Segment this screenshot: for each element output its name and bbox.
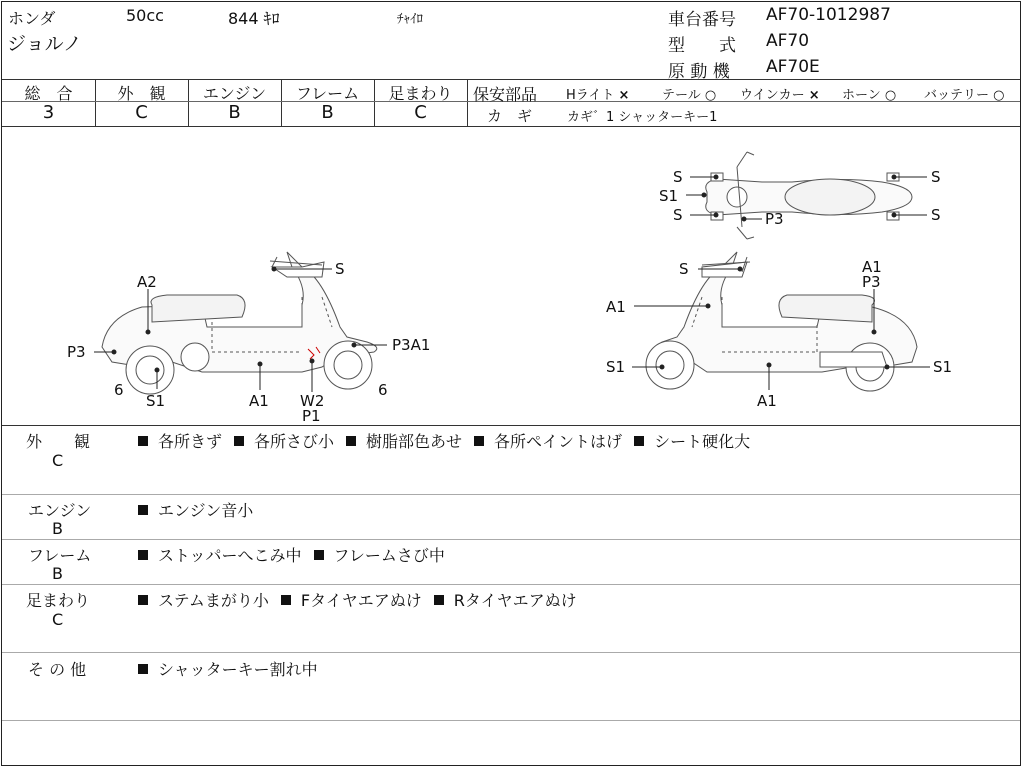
safety-item-winker: ウインカー × [740,88,820,103]
maker: ホンダ [8,9,56,28]
frame-number-label: 車台番号 [668,10,736,30]
diagram-label: P3A1 [392,336,431,354]
displacement: 50cc [126,6,164,25]
diagram-label: S [931,206,941,224]
diagram-label: S [679,260,689,278]
remark-items-suspension: ステムまがり小 Fタイヤエアぬけ Rタイヤエアぬけ [138,588,589,611]
frame-number: AF70-1012987 [766,5,891,25]
diagram-label: P3 [765,210,784,228]
safety-label: 保安部品 [473,85,538,104]
grade-header-frame: フレーム [295,84,360,103]
grade-header-suspension: 足まわり [388,84,453,103]
scooter-top-view [706,152,912,239]
grade-overall: 3 [42,102,55,123]
remark-category-exterior: 外 観 [26,432,91,451]
inspection-sheet [1,1,1021,766]
diagram-label: P1 [302,407,321,425]
diagram-label: S [335,260,345,278]
grade-exterior: C [135,102,148,123]
remark-grade-frame: B [52,564,63,583]
grade-header-overall: 総 合 [24,84,73,103]
safety-item-tail: テール ○ [662,88,717,103]
remark-items-engine: エンジン音小 [138,498,265,521]
diagram-label: S [673,168,683,186]
diagram-label: A1 [757,392,777,410]
remark-category-other: そ の 他 [28,660,87,679]
safety-item-headlight: Hライト × [566,88,630,103]
remark-grade-suspension: C [52,610,64,629]
remark-items-exterior: 各所きず 各所さび小 樹脂部色あせ 各所ペイントはげ シート硬化大 [138,429,762,452]
remark-category-engine: エンジン [28,501,92,520]
diagram-label: S1 [146,392,166,410]
diagram-label: S1 [933,358,953,376]
diagram-label: W2 [300,392,325,410]
key-label: カ ギ [487,107,533,125]
key-value: カギ゛1 シャッターキー1 [567,110,718,125]
grade-suspension: C [414,102,427,123]
grade-header-exterior: 外 観 [117,84,166,103]
diagram-label: S [673,206,683,224]
remark-items-other: シャッターキー割れ中 [138,657,330,680]
remark-items-frame: ストッパーへこみ中 フレームさび中 [138,543,457,566]
diagram-label: 6 [378,381,388,399]
damage-diagram [2,127,1020,425]
engine-type: AF70E [766,57,820,77]
model-type-label: 型 式 [668,36,736,56]
grade-frame: B [321,102,334,123]
diagram-label: P3 [862,273,881,291]
model-name: ジョルノ [7,33,82,55]
diagram-label: S1 [606,358,626,376]
diagram-label: A1 [249,392,269,410]
mileage: 844 ｷﾛ [228,9,280,28]
diagram-label: 6 [114,381,124,399]
safety-item-battery: バッテリー ○ [924,88,1005,103]
grade-header-engine: エンジン [202,84,267,103]
remark-category-suspension: 足まわり [26,591,91,610]
diagram-label: A1 [606,298,626,316]
safety-item-horn: ホーン ○ [842,88,897,103]
model-type: AF70 [766,31,810,51]
remark-grade-engine: B [52,519,63,538]
remark-grade-exterior: C [52,451,64,470]
diagram-label: S1 [659,187,679,205]
divider [2,79,1020,80]
engine-type-label: 原 動 機 [668,62,730,82]
grade-engine: B [228,102,241,123]
diagram-label: A1 [862,258,882,276]
diagram-label: P3 [67,343,86,361]
remark-category-frame: フレーム [28,546,92,565]
color: ﾁｬｲﾛ [397,12,423,27]
diagram-label: A2 [137,273,157,291]
diagram-label: S [931,168,941,186]
